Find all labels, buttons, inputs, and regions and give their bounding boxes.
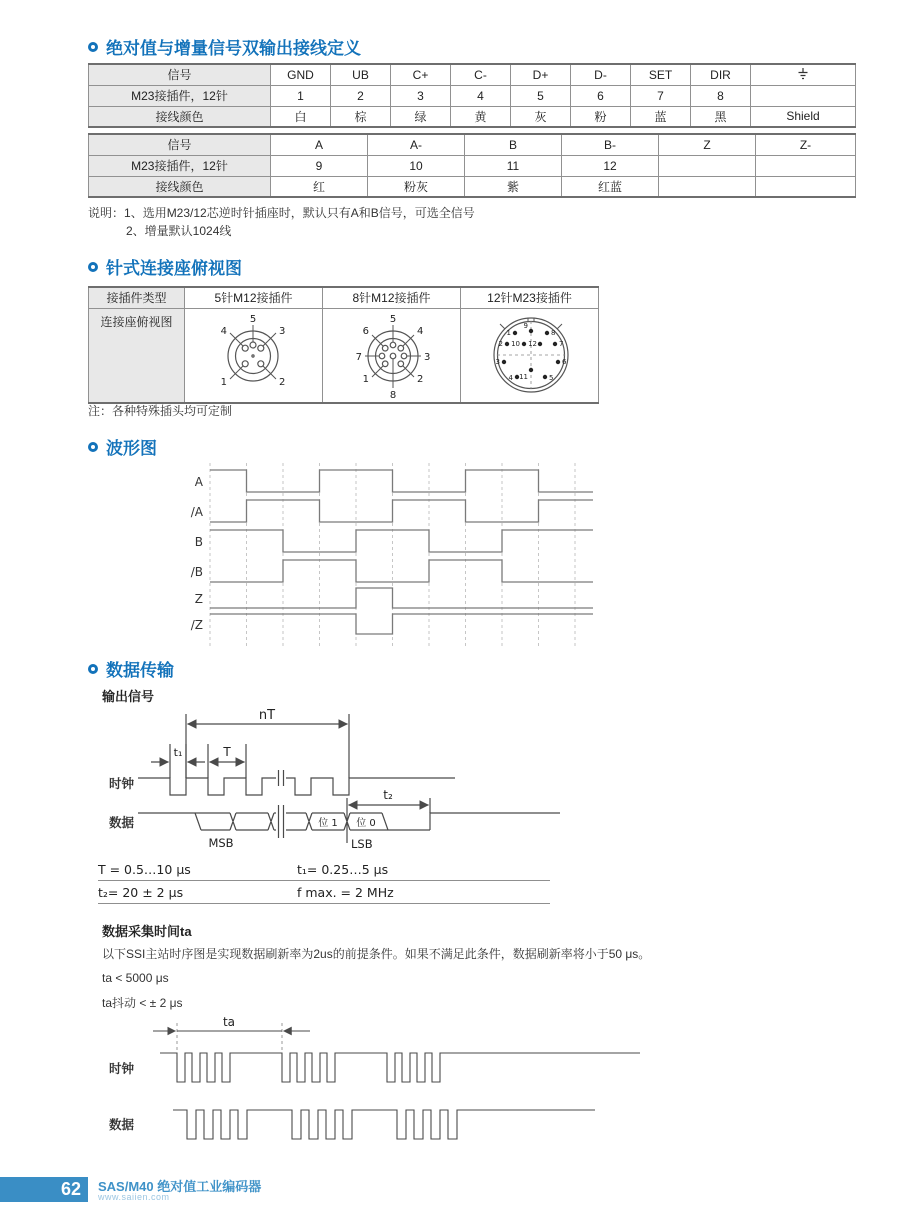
signal-trace-nz: [210, 614, 593, 634]
row-label: 信号: [89, 64, 271, 85]
param-t2: t₂= 20 ± 2 μs: [98, 884, 184, 900]
bit1-label: 位 1: [318, 818, 338, 829]
wiring-notes: [88, 204, 475, 240]
row-label: 接线颜色: [89, 176, 271, 197]
t1-label: t₁: [173, 746, 183, 759]
msb-label: MSB: [208, 836, 234, 850]
table-row: [89, 308, 599, 403]
ring-bullet-icon: [88, 442, 98, 452]
pin-label: 5: [548, 373, 553, 382]
param-row: [98, 881, 550, 904]
data-label: 数据: [109, 1117, 135, 1132]
section-connector-title: 针式连接座俯视图: [106, 259, 242, 278]
connector-diagram-cell: [461, 308, 599, 403]
signal-label-a: A: [194, 475, 203, 489]
table-cell: A-: [368, 134, 465, 155]
table-cell: 7: [631, 85, 691, 106]
table-cell: GND: [271, 64, 331, 85]
waveform-diagram: [170, 455, 600, 655]
table-cell: 绿: [391, 106, 451, 127]
bit0-label: 位 0: [356, 818, 376, 829]
table-cell: Z-: [756, 134, 856, 155]
table-row: [89, 134, 856, 155]
row-label: M23接插件，12针: [89, 85, 271, 106]
absolute-signal-table: [88, 63, 856, 128]
table-cell: 4: [451, 85, 511, 106]
ring-bullet-icon: [88, 42, 98, 52]
table-cell: 6: [571, 85, 631, 106]
table-row: [89, 287, 599, 308]
table-cell: 12: [562, 155, 659, 176]
section-connector-header: [88, 254, 242, 279]
ssi-timing-diagram: [95, 700, 595, 860]
nt-label: nT: [258, 708, 276, 723]
table-cell: 5针M12接插件: [185, 287, 323, 308]
ta-label: ta: [222, 1015, 236, 1029]
pin-label: 3: [278, 325, 285, 337]
pin-label: 3: [495, 357, 500, 366]
table-cell-ground: [751, 64, 856, 85]
table-cell: 紫: [465, 176, 562, 197]
row-label: 连接座俯视图: [89, 308, 185, 403]
table-cell: 红: [271, 176, 368, 197]
table-cell: 11: [465, 155, 562, 176]
param-t1: t₁= 0.25…5 μs: [297, 861, 389, 877]
table-cell: [756, 176, 856, 197]
table-row: [89, 176, 856, 197]
pin-label: 8: [389, 389, 396, 399]
table-cell: D+: [511, 64, 571, 85]
pin-label: 4: [220, 325, 227, 337]
section-transmission-header: [88, 656, 174, 681]
pin-label: 6: [561, 357, 566, 366]
table-cell: 8: [691, 85, 751, 106]
section-waveform-header: [88, 434, 157, 459]
pin-label: 12: [527, 339, 537, 348]
ring-bullet-icon: [88, 664, 98, 674]
pin-label: 6: [362, 325, 369, 337]
table-cell: 8针M12接插件: [323, 287, 461, 308]
footer-website: www.saiien.com: [98, 1192, 170, 1202]
earth-ground-icon: [796, 67, 810, 80]
timing-parameters: [98, 858, 550, 904]
incremental-signal-table: [88, 133, 856, 198]
table-cell: B-: [562, 134, 659, 155]
signal-trace-nb: [210, 560, 593, 582]
pin-label: 4: [508, 373, 513, 382]
data-label: 数据: [109, 815, 135, 830]
row-label: M23接插件，12针: [89, 155, 271, 176]
table-cell: 灰: [511, 106, 571, 127]
param-fmax: f max. = 2 MHz: [297, 884, 394, 900]
ta-timing-diagram: [95, 1015, 655, 1160]
signal-trace-na: [210, 500, 593, 522]
pin-label: 7: [558, 339, 563, 348]
table-cell: 粉灰: [368, 176, 465, 197]
pin-label: 10: [510, 339, 520, 348]
table-cell: 9: [271, 155, 368, 176]
signal-trace-b: [210, 530, 593, 552]
page-number-badge: 62: [0, 1177, 88, 1202]
table-cell: SET: [631, 64, 691, 85]
table-row: [89, 64, 856, 85]
table-cell: Z: [659, 134, 756, 155]
row-label: 接插件类型: [89, 287, 185, 308]
table-cell: DIR: [691, 64, 751, 85]
table-cell: [756, 155, 856, 176]
data-signal-trace: [138, 813, 560, 830]
pin-label: 2: [278, 376, 285, 388]
signal-label-nz: /Z: [190, 618, 203, 632]
pin-label: 5: [249, 313, 256, 325]
param-row: [98, 858, 550, 881]
notes-label: 说明：: [88, 206, 125, 220]
section-transmission-title: 数据传输: [106, 661, 174, 680]
signal-trace-z: [210, 588, 593, 608]
pin-label: 1: [220, 376, 227, 388]
table-cell: [659, 155, 756, 176]
connector-diagram-cell: [185, 308, 323, 403]
pin-label: 2: [498, 339, 503, 348]
section-waveform-title: 波形图: [106, 439, 157, 458]
table-row: [89, 155, 856, 176]
table-cell: 黄: [451, 106, 511, 127]
acquisition-heading: 数据采集时间ta: [102, 924, 192, 939]
row-label: 接线颜色: [89, 106, 271, 127]
table-cell: 棕: [331, 106, 391, 127]
table-cell: 黑: [691, 106, 751, 127]
pin-label: 3: [423, 351, 430, 363]
pin-label: 9: [523, 321, 528, 330]
wiring-note-line1: [88, 204, 475, 222]
pin-label: 1: [362, 373, 369, 385]
ring-bullet-icon: [88, 262, 98, 272]
table-row: [89, 106, 856, 127]
footer-product-name: SAS/M40 绝对值工业编码器: [98, 1179, 262, 1194]
table-cell: 1: [271, 85, 331, 106]
param-T: T = 0.5…10 μs: [98, 861, 191, 877]
signal-label-z: Z: [194, 592, 203, 606]
note-item: 2、增量默认1024线: [126, 224, 232, 238]
t-label: T: [223, 745, 231, 759]
connector-diagram-m12-5pin: [188, 309, 320, 399]
connector-diagram-cell: [323, 308, 461, 403]
table-cell: 粉: [571, 106, 631, 127]
signal-trace-a: [210, 470, 593, 492]
table-cell: 12针M23接插件: [461, 287, 599, 308]
pin-label: 11: [518, 372, 528, 381]
signal-label-nb: /B: [190, 565, 203, 579]
table-cell: 白: [271, 106, 331, 127]
break-marks: [279, 770, 284, 838]
table-cell: [659, 176, 756, 197]
table-cell: C+: [391, 64, 451, 85]
note-item: 1、选用M23/12芯逆时针插座时，默认只有A和B信号，可选全信号: [124, 206, 475, 220]
section-wiring-title: 绝对值与增量信号双输出接线定义: [106, 39, 361, 58]
table-cell: 红蓝: [562, 176, 659, 197]
table-cell: 3: [391, 85, 451, 106]
table-cell: [751, 85, 856, 106]
table-cell: 5: [511, 85, 571, 106]
ta-limit: ta < 5000 μs: [102, 971, 169, 985]
table-cell: A: [271, 134, 368, 155]
clock-label: 时钟: [109, 776, 135, 791]
data-burst-trace: [173, 1110, 595, 1139]
ta-jitter: ta抖动 < ± 2 μs: [102, 996, 183, 1010]
connector-diagram-m23-12pin: [462, 309, 598, 399]
t2-label: t₂: [383, 788, 393, 802]
clock-burst-trace: [160, 1053, 640, 1082]
signal-label-b: B: [194, 535, 203, 549]
acquisition-description: 以下SSI主站时序图是实现数据刷新率为2us的前提条件。如果不满足此条件，数据刷新率将小于50 μs。: [102, 947, 651, 961]
row-label: 信号: [89, 134, 271, 155]
table-cell: 蓝: [631, 106, 691, 127]
pin-label: 5: [389, 313, 396, 325]
connector-table: [88, 286, 599, 404]
clock-signal-trace: [138, 778, 455, 795]
table-cell: D-: [571, 64, 631, 85]
section-wiring-header: [88, 34, 361, 59]
lsb-label: LSB: [351, 837, 373, 851]
table-cell: B: [465, 134, 562, 155]
pin-label: 1: [506, 328, 511, 337]
table-cell: Shield: [751, 106, 856, 127]
pin-label: 7: [355, 351, 362, 363]
signal-label-na: /A: [190, 505, 203, 519]
table-cell: C-: [451, 64, 511, 85]
table-cell: UB: [331, 64, 391, 85]
pin-label: 4: [416, 325, 423, 337]
clock-label: 时钟: [109, 1061, 135, 1076]
table-cell: 10: [368, 155, 465, 176]
output-signal-heading: 输出信号: [102, 689, 155, 704]
table-cell: 2: [331, 85, 391, 106]
pin-label: 8: [550, 328, 555, 337]
connector-note: 注：各种特殊插头均可定制: [88, 404, 233, 418]
table-row: [89, 85, 856, 106]
connector-diagram-m12-8pin: [324, 309, 460, 399]
pin-label: 2: [416, 373, 423, 385]
